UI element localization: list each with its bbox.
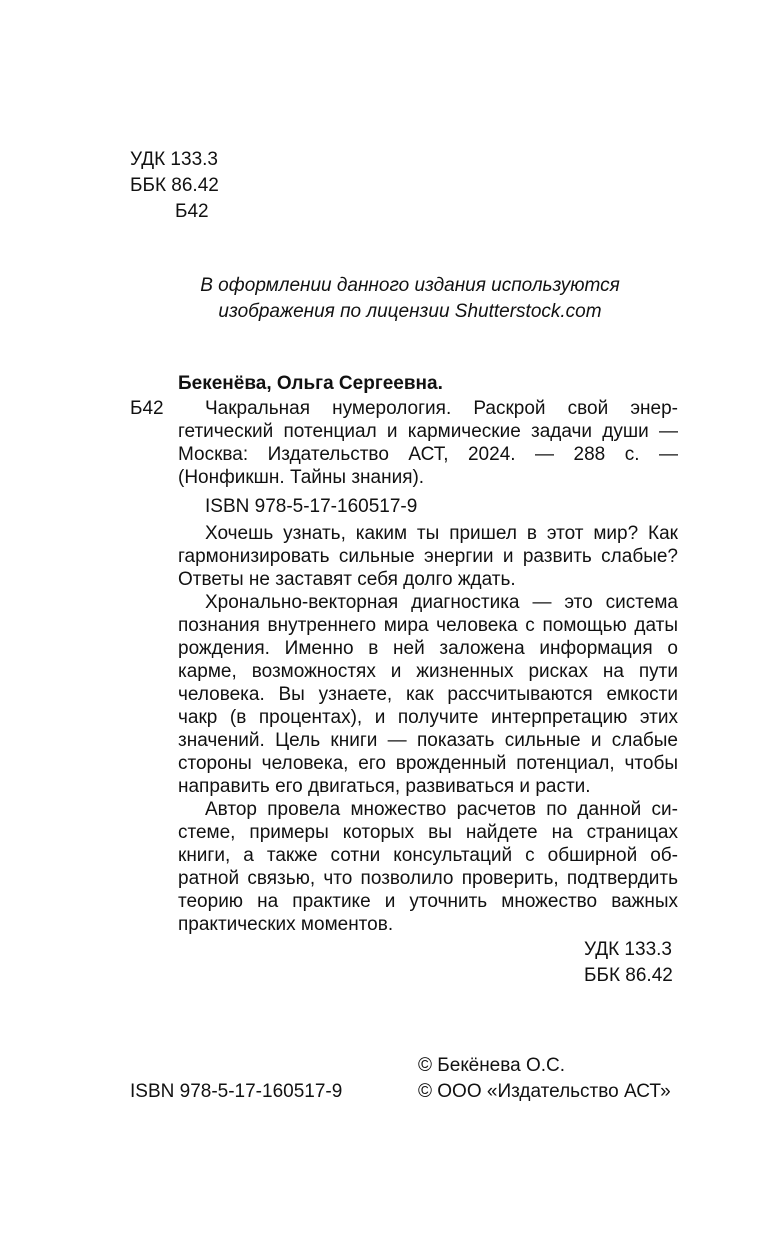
udk-code-top: УДК 133.3 bbox=[130, 149, 218, 170]
catalog-isbn: ISBN 978-5-17-160517-9 bbox=[205, 496, 418, 517]
author-mark-top: Б42 bbox=[175, 201, 209, 222]
license-notice-line-1: В оформлении данного издания используются bbox=[200, 275, 620, 296]
book-abstract bbox=[178, 522, 678, 936]
abstract-paragraph-3: Автор провела множество расчетов по данной системе, примеры которых вы найдете на страницах книги, а также сотни консультаций с обширной обратной связью, что позволило проверить, подтвердить теорию на практике и уточнить множество важных практических моментов. bbox=[178, 799, 678, 935]
license-notice-line-2: изображения по лицензии Shutterstock.com bbox=[218, 301, 602, 322]
catalog-description: Чакральная нумерология. Раскрой свой энергетический потенциал и кармические задачи души — Москва: Издательство АСТ, 2024. — 288 с. — (Нонфикшн. Тайны знания). bbox=[178, 398, 678, 488]
abstract-paragraph-1: Хочешь узнать, каким ты пришел в этот мир? Как гармонизировать сильные энергии и развить слабые? Ответы не заставят себя долго ждать. bbox=[178, 523, 678, 590]
catalog-author: Бекенёва, Ольга Сергеевна. bbox=[178, 373, 443, 394]
udk-code-bottom: УДК 133.3 bbox=[584, 939, 672, 960]
abstract-paragraph-2: Хронально-векторная диагностика — это система познания внутреннего мира человека с помощью даты рождения. Именно в ней заложена информация о карме, возможностях и жизненных рисках на пути человека. Вы узнаете, как рассчитываются емкости чакр (в процентах), и получите интерпретацию этих значений. Цель книги — показать сильные и слабые стороны человека, его врожденный потенциал, чтобы направить его двигаться, развиваться и расти. bbox=[178, 592, 678, 797]
isbn-bottom: ISBN 978-5-17-160517-9 bbox=[130, 1081, 343, 1102]
catalog-author-mark: Б42 bbox=[130, 398, 164, 419]
copyright-publisher: © ООО «Издательство АСТ» bbox=[418, 1081, 671, 1102]
bbk-code-top: ББК 86.42 bbox=[130, 175, 219, 196]
copyright-author: © Бекёнева О.С. bbox=[418, 1055, 566, 1076]
bbk-code-bottom: ББК 86.42 bbox=[584, 965, 673, 986]
